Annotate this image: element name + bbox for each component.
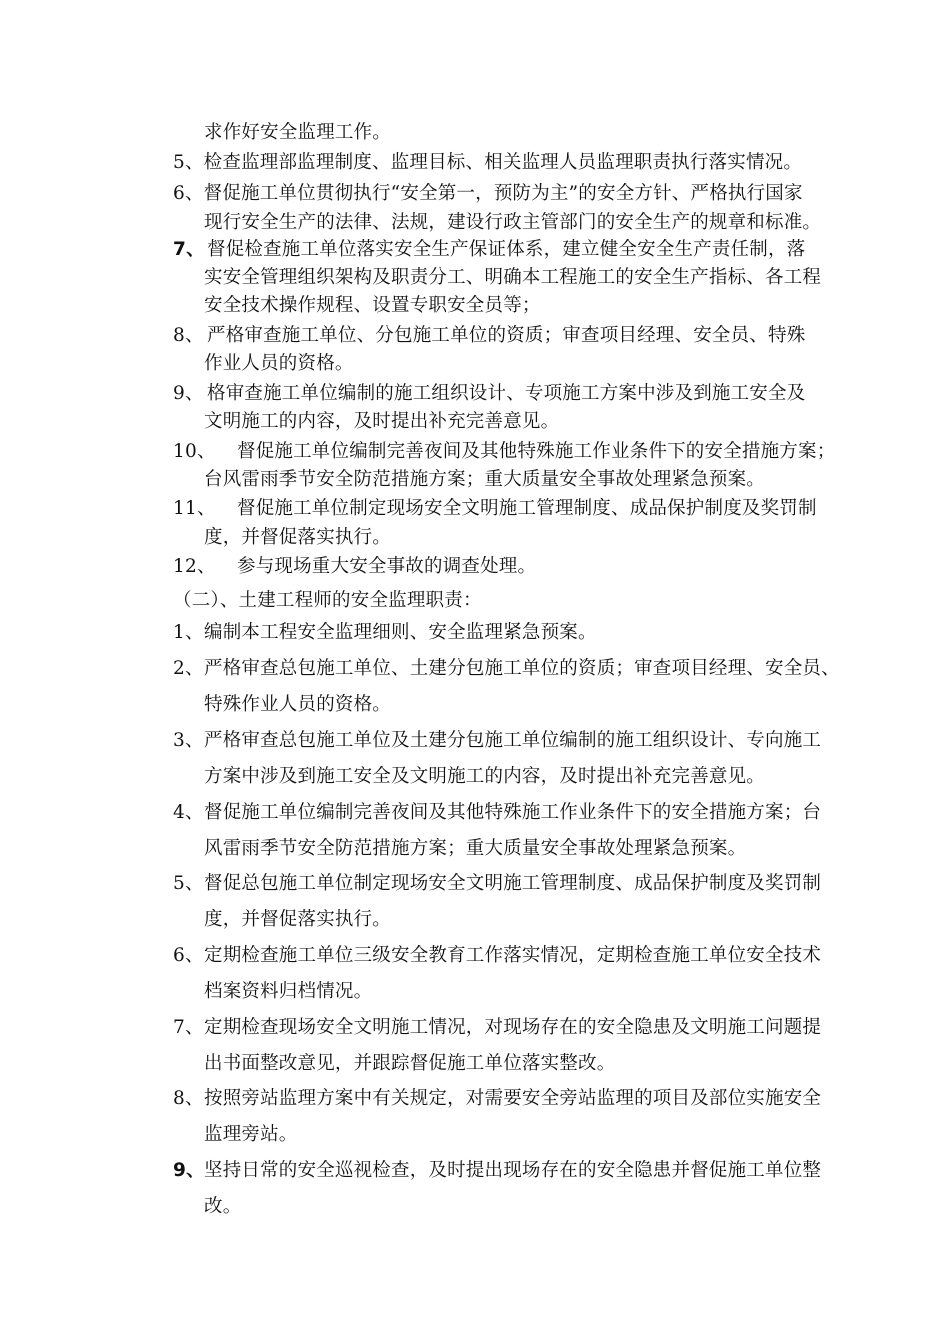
list-item: 12、 参与现场重大安全事故的调查处理。 — [173, 556, 537, 577]
list-item-continuation: 方案中涉及到施工安全及文明施工的内容，及时提出补充完善意见。 — [204, 766, 766, 787]
item-number: 11、 — [173, 498, 216, 519]
list-item-continuation: 档案资料归档情况。 — [204, 981, 373, 1002]
list-item: 4、督促施工单位编制完善夜间及其他特殊施工作业条件下的安全措施方案；台 — [173, 802, 822, 823]
list-item: 9、 格审查施工单位编制的施工组织设计、专项施工方案中涉及到施工安全及 — [173, 383, 806, 404]
list-item-continuation: 度，并督促落实执行。 — [204, 909, 392, 930]
list-item: 7、定期检查现场安全文明施工情况，对现场存在的安全隐患及文明施工问题提 — [173, 1017, 822, 1038]
list-item-continuation: 文明施工的内容，及时提出补充完善意见。 — [204, 411, 560, 432]
list-item: 7、 督促检查施工单位落实安全生产保证体系，建立健全安全生产责任制，落 — [173, 239, 806, 260]
list-item: 6、定期检查施工单位三级安全教育工作落实情况，定期检查施工单位安全技术 — [173, 945, 822, 966]
list-item: 5、检查监理部监理制度、监理目标、相关监理人员监理职责执行落实情况。 — [173, 152, 803, 173]
list-item: 1、编制本工程安全监理细则、安全监理紧急预案。 — [173, 622, 597, 643]
list-item: 8、按照旁站监理方案中有关规定，对需要安全旁站监理的项目及部位实施安全 — [173, 1088, 822, 1109]
section-heading: （二）、土建工程师的安全监理职责： — [173, 590, 482, 611]
item-number: 8、 — [173, 1088, 204, 1109]
item-number: 9、 — [173, 383, 204, 404]
list-item-continuation: 度，并督促落实执行。 — [204, 527, 392, 548]
list-item-continuation: 风雷雨季节安全防范措施方案；重大质量安全事故处理紧急预案。 — [204, 838, 747, 859]
item-number: 12、 — [173, 556, 216, 577]
item-number: 7、 — [173, 1017, 204, 1038]
list-item: 3、严格审查总包施工单位及土建分包施工单位编制的施工组织设计、专向施工 — [173, 730, 822, 751]
list-item: 6、督促施工单位贯彻执行“安全第一，预防为主”的安全方针、严格执行国家 — [173, 183, 803, 204]
item-number: 5、 — [173, 873, 204, 894]
list-item-continuation: 作业人员的资格。 — [204, 353, 354, 374]
item-number: 9、 — [173, 1160, 205, 1181]
list-item: 10、 督促施工单位编制完善夜间及其他特殊施工作业条件下的安全措施方案； — [173, 441, 836, 462]
item-number: 8、 — [173, 325, 204, 346]
list-item: 8、 严格审查施工单位、分包施工单位的资质；审查项目经理、安全员、特殊 — [173, 325, 806, 346]
item-number: 4、 — [173, 802, 204, 823]
item-number: 6、 — [173, 945, 204, 966]
item-number: 6、 — [173, 183, 204, 204]
list-item-continuation: 安全技术操作规程、设置专职安全员等； — [204, 295, 541, 316]
list-item: 5、督促总包施工单位制定现场安全文明施工管理制度、成品保护制度及奖罚制 — [173, 873, 822, 894]
item-number: 2、 — [173, 658, 204, 679]
list-item-continuation: 出书面整改意见，并跟踪督促施工单位落实整改。 — [204, 1053, 616, 1074]
list-item-continuation: 实安全管理组织架构及职责分工、明确本工程施工的安全生产指标、各工程 — [204, 267, 822, 288]
list-item: 9、坚持日常的安全巡视检查，及时提出现场存在的安全隐患并督促施工单位整 — [173, 1160, 822, 1181]
list-item-continuation: 求作好安全监理工作。 — [204, 122, 392, 143]
list-item: 2、严格审查总包施工单位、土建分包施工单位的资质；审查项目经理、安全员、 — [173, 658, 840, 679]
item-number: 7、 — [173, 239, 205, 260]
item-number: 3、 — [173, 730, 204, 751]
item-number: 1、 — [173, 622, 204, 643]
list-item-continuation: 改。 — [204, 1196, 242, 1217]
list-item-continuation: 特殊作业人员的资格。 — [204, 694, 392, 715]
item-number: 10、 — [173, 441, 216, 462]
list-item-continuation: 台风雷雨季节安全防范措施方案；重大质量安全事故处理紧急预案。 — [204, 469, 766, 490]
item-number: 5、 — [173, 152, 204, 173]
list-item: 11、 督促施工单位制定现场安全文明施工管理制度、成品保护制度及奖罚制 — [173, 498, 817, 519]
list-item-continuation: 监理旁站。 — [204, 1124, 298, 1145]
list-item-continuation: 现行安全生产的法律、法规，建设行政主管部门的安全生产的规章和标准。 — [204, 212, 822, 233]
